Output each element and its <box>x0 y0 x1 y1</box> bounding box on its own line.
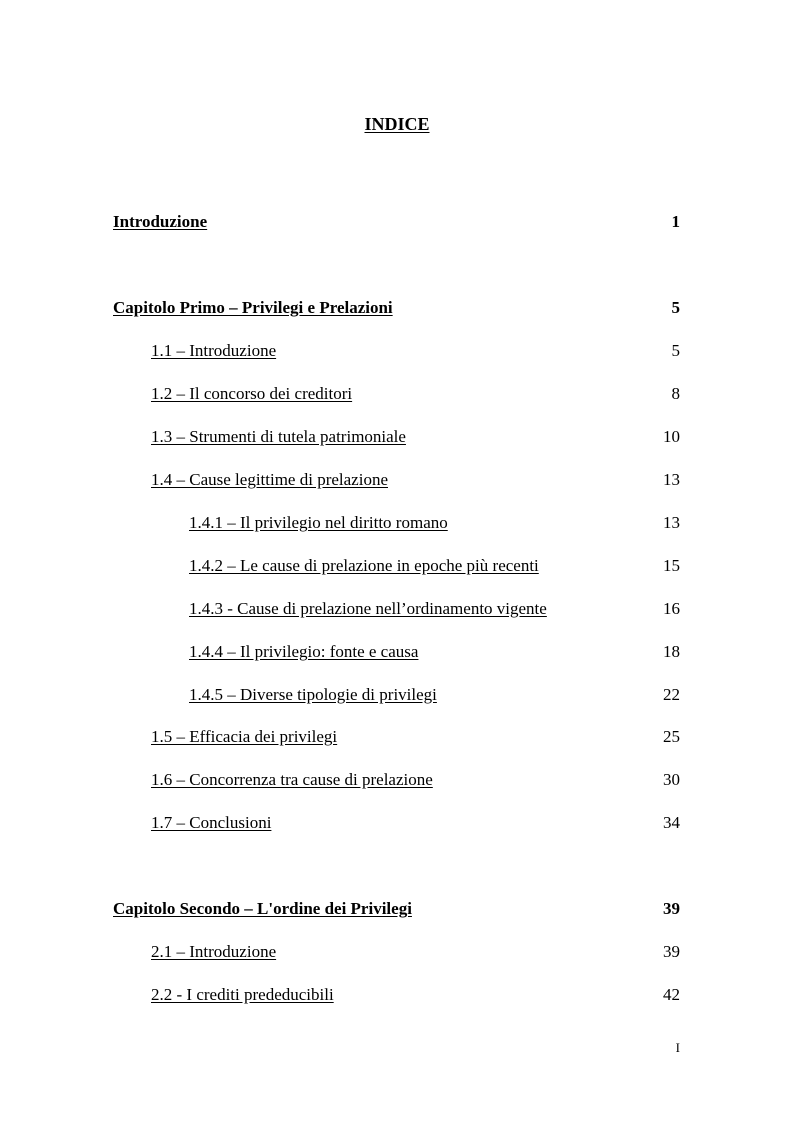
toc-entry-label[interactable]: 1.3 – Strumenti di tutela patrimoniale <box>151 427 406 446</box>
toc-entry-page: 13 <box>663 513 680 532</box>
toc-entry-page: 22 <box>663 685 680 704</box>
toc-entry-1-1[interactable] <box>0 339 794 363</box>
toc-entry-2-2[interactable] <box>0 983 794 1007</box>
toc-entry-1-4-4[interactable] <box>0 640 794 664</box>
toc-entry-label[interactable]: 1.4.5 – Diverse tipologie di privilegi <box>189 685 437 704</box>
toc-entry-1-4-5[interactable] <box>0 683 794 707</box>
toc-entry-label[interactable]: 2.1 – Introduzione <box>151 942 277 961</box>
page-number: I <box>675 1040 680 1055</box>
toc-entry-1-4[interactable] <box>0 468 794 492</box>
toc-entry-label[interactable]: 1.4.3 - Cause di prelazione nell’ordinamento vigente <box>189 599 547 618</box>
toc-entry-1-4-3[interactable] <box>0 597 794 621</box>
toc-entry-page: 5 <box>671 341 680 360</box>
page-title: INDICE <box>364 114 430 134</box>
toc-entry-page: 8 <box>671 384 680 403</box>
toc-entry-page: 18 <box>663 642 680 661</box>
toc-entry-1-2[interactable] <box>0 382 794 406</box>
toc-entry-label[interactable]: 1.5 – Efficacia dei privilegi <box>151 727 338 746</box>
toc-entry-page: 16 <box>663 599 680 618</box>
toc-entry-1-6[interactable] <box>0 768 794 792</box>
toc-entry-label[interactable]: 1.7 – Conclusioni <box>151 813 272 832</box>
toc-entry-2-1[interactable] <box>0 940 794 964</box>
toc-entry-label[interactable]: 1.4 – Cause legittime di prelazione <box>151 470 388 489</box>
toc-entry-1-5[interactable] <box>0 725 794 749</box>
toc-entry-label[interactable]: Introduzione <box>113 212 208 231</box>
toc-entry-1-7[interactable] <box>0 811 794 835</box>
toc-entry-page: 34 <box>663 813 680 832</box>
toc-entry-label[interactable]: Capitolo Primo – Privilegi e Prelazioni <box>113 298 393 317</box>
toc-entry-page: 10 <box>663 427 680 446</box>
toc-entry-introduzione[interactable] <box>0 210 794 234</box>
toc-entry-page: 13 <box>663 470 680 489</box>
toc-entry-page: 1 <box>671 212 680 231</box>
toc-entry-1-3[interactable] <box>0 425 794 449</box>
toc-entry-1-4-2[interactable] <box>0 554 794 578</box>
toc-entry-page: 30 <box>663 770 680 789</box>
toc-entry-page: 15 <box>663 556 680 575</box>
toc-entry-page: 5 <box>671 298 680 317</box>
toc-entry-page: 39 <box>663 942 680 961</box>
toc-entry-capitolo-primo[interactable] <box>0 296 794 320</box>
toc-entry-label[interactable]: 1.1 – Introduzione <box>151 341 277 360</box>
toc-entry-capitolo-secondo[interactable] <box>0 897 794 921</box>
toc-entry-label[interactable]: 1.6 – Concorrenza tra cause di prelazione <box>151 770 433 789</box>
toc-entry-label[interactable]: 1.4.1 – Il privilegio nel diritto romano <box>189 513 448 532</box>
toc-entry-label[interactable]: 1.4.4 – Il privilegio: fonte e causa <box>189 642 419 661</box>
toc-entry-label[interactable]: 2.2 - I crediti prededucibili <box>151 985 334 1004</box>
toc-entry-1-4-1[interactable] <box>0 511 794 535</box>
toc-entry-label[interactable]: 1.2 – Il concorso dei creditori <box>151 384 353 403</box>
toc-entry-label[interactable]: Capitolo Secondo – L'ordine dei Privilegi <box>113 899 412 918</box>
toc-entry-page: 25 <box>663 727 680 746</box>
toc-entry-page: 39 <box>663 899 680 918</box>
toc-entry-page: 42 <box>663 985 680 1004</box>
toc-entry-label[interactable]: 1.4.2 – Le cause di prelazione in epoche più recenti <box>189 556 539 575</box>
